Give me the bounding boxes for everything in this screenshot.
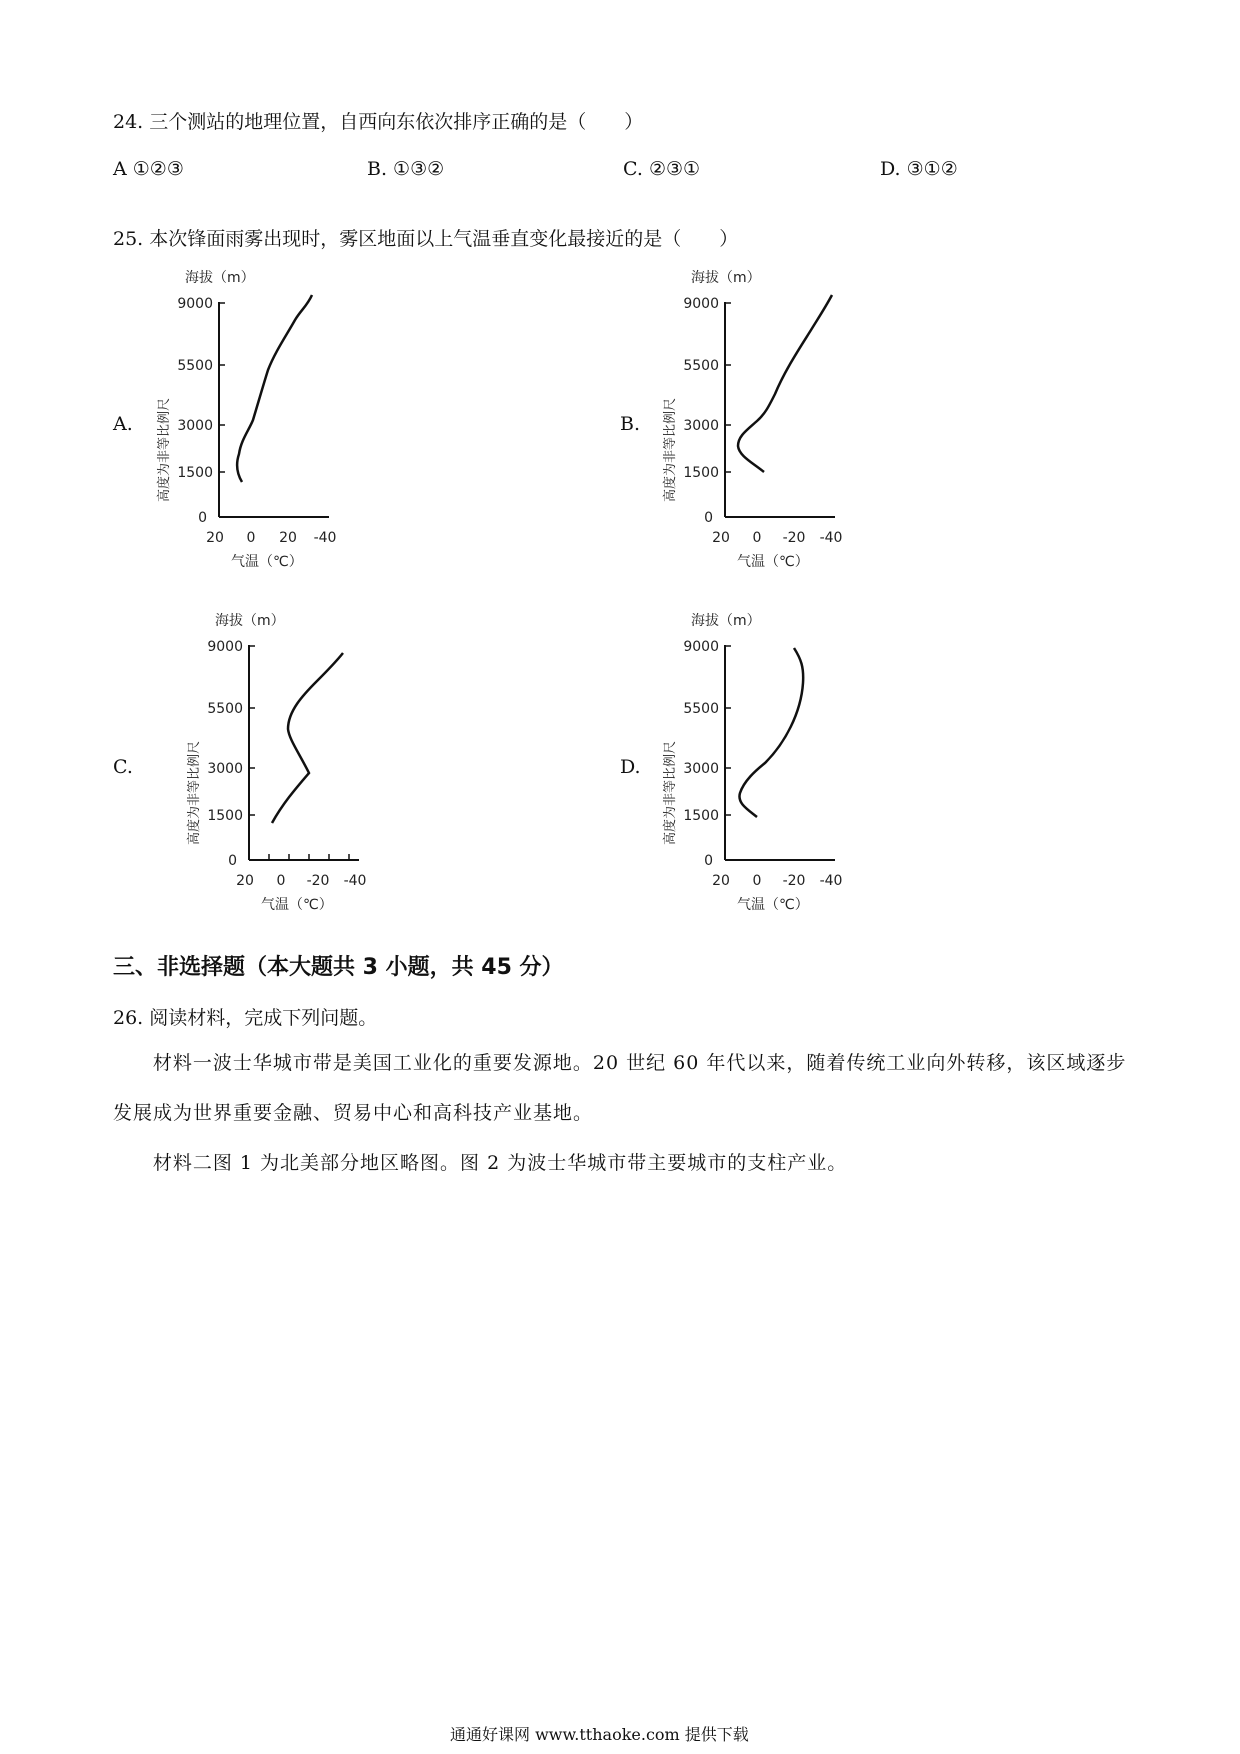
ytick: 9000 xyxy=(683,639,719,655)
xtick: 0 xyxy=(752,530,762,546)
q25-choice-label-d[interactable]: D. xyxy=(620,756,641,778)
chart-side-label: 高度为非等比例尺 xyxy=(157,397,172,503)
ytick: 0 xyxy=(228,853,237,869)
temperature-curve xyxy=(272,653,343,823)
xtick: 0 xyxy=(752,873,762,889)
ytick: 3000 xyxy=(207,761,243,777)
ytick: 0 xyxy=(704,853,713,869)
chart-ylabel: 海拔（m） xyxy=(691,613,761,629)
ytick: 5500 xyxy=(683,701,719,717)
xtick: -20 xyxy=(782,873,806,889)
ytick: 3000 xyxy=(177,418,213,434)
xtick: 0 xyxy=(246,530,256,546)
chart-ylabel: 海拔（m） xyxy=(215,613,285,629)
xtick: 20 xyxy=(712,530,730,546)
chart-a xyxy=(145,260,375,580)
ytick: 1500 xyxy=(207,808,243,824)
question-25-stem: 25. 本次锋面雨雾出现时，雾区地面以上气温垂直变化最接近的是（ ） xyxy=(113,228,739,250)
material-1-paragraph: 材料一波士华城市带是美国工业化的重要发源地。20 世纪 60 年代以来，随着传统工业向外转移，该区域逐步发展成为世界重要金融、贸易中心和高科技产业基地。 xyxy=(113,1052,1127,1124)
chart-xlabel: 气温（℃） xyxy=(231,554,303,570)
ytick: 5500 xyxy=(207,701,243,717)
ytick: 9000 xyxy=(177,296,213,312)
ytick: 1500 xyxy=(683,808,719,824)
ytick: 3000 xyxy=(683,761,719,777)
xtick: -40 xyxy=(819,530,843,546)
chart-c xyxy=(175,603,405,923)
temperature-curve xyxy=(738,295,832,472)
xtick: 0 xyxy=(276,873,286,889)
q25-choice-label-b[interactable]: B. xyxy=(620,413,641,435)
ytick: 9000 xyxy=(207,639,243,655)
xtick: -20 xyxy=(306,873,330,889)
q24-option-b[interactable]: B. ①③② xyxy=(367,158,445,180)
chart-side-label: 高度为非等比例尺 xyxy=(663,740,678,846)
ytick: 1500 xyxy=(683,465,719,481)
xtick: 20 xyxy=(206,530,224,546)
q24-option-d[interactable]: D. ③①② xyxy=(880,158,958,180)
chart-xlabel: 气温（℃） xyxy=(737,554,809,570)
xtick: -20 xyxy=(782,530,806,546)
chart-xlabel: 气温（℃） xyxy=(261,897,333,913)
xtick: 20 xyxy=(712,873,730,889)
ytick: 0 xyxy=(704,510,713,526)
q25-choice-label-a[interactable]: A. xyxy=(113,413,133,435)
chart-ylabel: 海拔（m） xyxy=(185,270,255,286)
section-3-title: 三、非选择题（本大题共 3 小题，共 45 分） xyxy=(113,955,564,980)
ytick: 5500 xyxy=(683,358,719,374)
q25-choice-label-c[interactable]: C. xyxy=(113,756,133,778)
temperature-curve xyxy=(739,648,803,817)
chart-xlabel: 气温（℃） xyxy=(737,897,809,913)
footer-watermark: 通通好课网 www.tthaoke.com 提供下载 xyxy=(450,1725,749,1744)
ytick: 5500 xyxy=(177,358,213,374)
xtick: -40 xyxy=(819,873,843,889)
xtick: 20 xyxy=(236,873,254,889)
ytick: 3000 xyxy=(683,418,719,434)
chart-ylabel: 海拔（m） xyxy=(691,270,761,286)
chart-b xyxy=(651,260,881,580)
question-24-stem: 24. 三个测站的地理位置，自西向东依次排序正确的是（ ） xyxy=(113,111,644,133)
ytick: 9000 xyxy=(683,296,719,312)
xtick: -40 xyxy=(313,530,337,546)
ytick: 0 xyxy=(198,510,207,526)
material-2-paragraph: 材料二图 1 为北美部分地区略图。图 2 为波士华城市带主要城市的支柱产业。 xyxy=(152,1152,848,1174)
chart-d xyxy=(651,603,881,923)
question-26-stem: 26. 阅读材料，完成下列问题。 xyxy=(113,1007,378,1029)
xtick: 20 xyxy=(279,530,297,546)
chart-side-label: 高度为非等比例尺 xyxy=(187,740,202,846)
ytick: 1500 xyxy=(177,465,213,481)
q24-option-a[interactable]: A ①②③ xyxy=(113,158,184,180)
q24-option-c[interactable]: C. ②③① xyxy=(623,158,701,180)
temperature-curve xyxy=(237,295,312,482)
chart-side-label: 高度为非等比例尺 xyxy=(663,397,678,503)
xtick: -40 xyxy=(343,873,367,889)
